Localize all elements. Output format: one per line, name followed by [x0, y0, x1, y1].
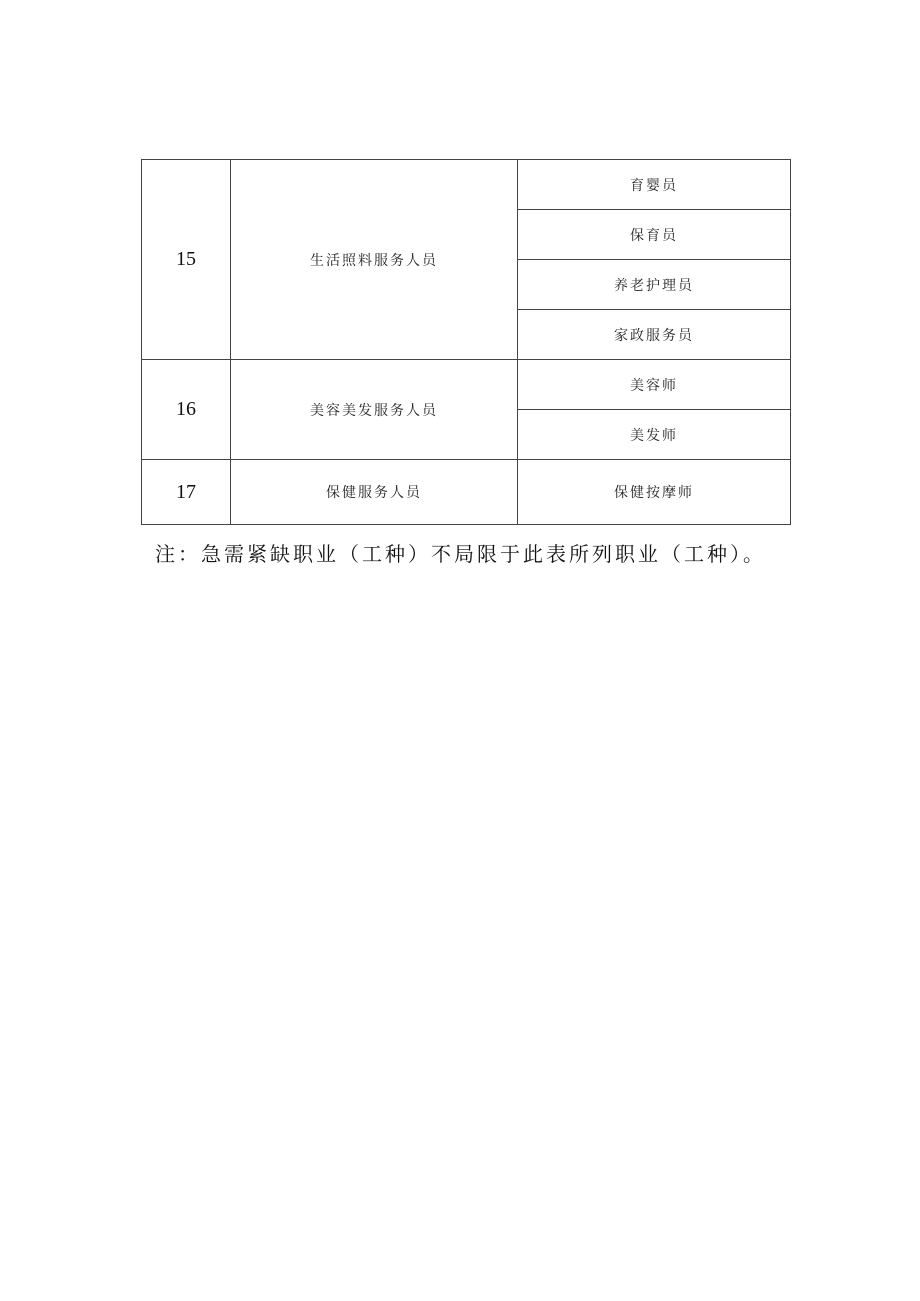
job-cell: 美发师: [518, 410, 791, 460]
occupation-table: [141, 159, 791, 525]
category-cell: 保健服务人员: [231, 460, 518, 525]
category-cell: 美容美发服务人员: [231, 360, 518, 460]
job-cell: 保健按摩师: [518, 460, 791, 525]
job-cell: 美容师: [518, 360, 791, 410]
row-number: 17: [142, 460, 231, 525]
category-cell: 生活照料服务人员: [231, 160, 518, 360]
row-number: 15: [142, 160, 231, 360]
job-cell: 养老护理员: [518, 260, 791, 310]
job-cell: 保育员: [518, 210, 791, 260]
job-cell: 育婴员: [518, 160, 791, 210]
row-number: 16: [142, 360, 231, 460]
table-row: [142, 160, 791, 210]
footnote: 注：急需紧缺职业（工种）不局限于此表所列职业（工种）。: [155, 542, 766, 566]
table-row: [142, 360, 791, 410]
job-cell: 家政服务员: [518, 310, 791, 360]
table-row: [142, 460, 791, 525]
